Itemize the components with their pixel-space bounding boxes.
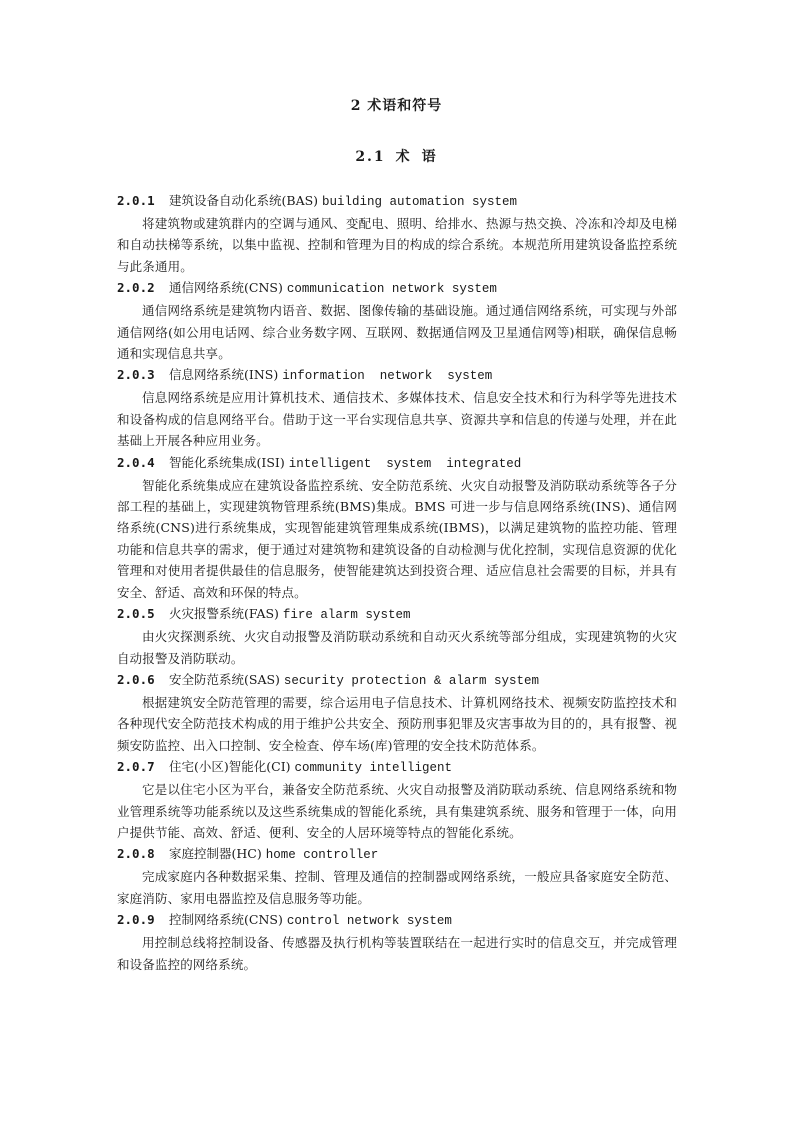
term-definition: 将建筑物或建筑群内的空调与通风、变配电、照明、给排水、热源与热交换、冷冻和冷却及电梯和自动扶梯等系统，以集中监视、控制和管理为目的构成的综合系统。本规范所用建筑设备监控系统与此条通用。 xyxy=(117,216,677,274)
terms-list xyxy=(117,190,677,975)
term-english: security protection & alarm system xyxy=(283,673,539,688)
term-english: intelligent system integrated xyxy=(288,456,522,471)
term-heading xyxy=(117,843,677,866)
term-english: fire alarm system xyxy=(282,608,411,623)
term-name: 控制网络系统(CNS) xyxy=(169,912,283,928)
term-english: information network system xyxy=(282,369,493,384)
term-definition: 它是以住宅小区为平台，兼备安全防范系统、火灾自动报警及消防联动系统、信息网络系统和物业管理系统等功能系统以及这些系统集成的智能化系统，具有集建筑系统、服务和管理于一体，向用户提供节能、高效、舒适、便利、安全的人居环境等特点的智能化系统。 xyxy=(117,782,677,840)
term-heading xyxy=(117,452,677,475)
term-heading xyxy=(117,190,677,213)
term-english: building automation system xyxy=(322,195,518,209)
term-number: 2.0.8 xyxy=(117,846,155,862)
term-entry xyxy=(117,190,677,277)
term-entry xyxy=(117,756,677,843)
chapter-title: 2 术语和符号 xyxy=(350,98,443,114)
term-number: 2.0.9 xyxy=(117,912,155,928)
term-name: 建筑设备自动化系统(BAS) xyxy=(169,193,319,208)
term-number: 2.0.1 xyxy=(117,193,155,208)
term-name: 安全防范系统(SAS) xyxy=(169,671,280,687)
term-number: 2.0.4 xyxy=(117,454,155,470)
term-heading xyxy=(117,909,677,932)
term-number: 2.0.2 xyxy=(117,280,155,296)
term-entry xyxy=(117,603,677,669)
term-english: communication network system xyxy=(286,282,497,297)
term-english: community intelligent xyxy=(294,761,453,776)
term-name: 家庭控制器(HC) xyxy=(169,846,262,862)
term-definition: 由火灾探测系统、火灾自动报警及消防联动系统和自动灭火系统等部分组成，实现建筑物的火灾自动报警及消防联动。 xyxy=(117,629,677,666)
term-definition: 通信网络系统是建筑物内语音、数据、图像传输的基础设施。通过通信网络系统，可实现与外部通信网络(如公用电话网、综合业务数字网、互联网、数据通信网及卫星通信网等)相联，确保信息畅通和实现信息共享。 xyxy=(117,303,677,362)
term-definition: 用控制总线将控制设备、传感器及执行机构等装置联结在一起进行实时的信息交互，并完成管理和设备监控的网络系统。 xyxy=(117,935,677,972)
term-heading xyxy=(117,756,677,779)
term-definition: 信息网络系统是应用计算机技术、通信技术、多媒体技术、信息安全技术和行为科学等先进技术和设备构成的信息网络平台。借助于这一平台实现信息共享、资源共享和信息的传递与处理，并在此基础上开展各种应用业务。 xyxy=(117,390,677,449)
term-name: 信息网络系统(INS) xyxy=(169,367,279,383)
term-number: 2.0.3 xyxy=(117,367,155,383)
term-heading xyxy=(117,277,677,300)
term-english: control network system xyxy=(286,914,452,929)
term-heading xyxy=(117,364,677,387)
term-name: 火灾报警系统(FAS) xyxy=(169,606,279,622)
term-name: 智能化系统集成(ISI) xyxy=(169,454,285,470)
term-heading xyxy=(117,603,677,626)
term-definition: 根据建筑安全防范管理的需要，综合运用电子信息技术、计算机网络技术、视频安防监控技术和各种现代安全防范技术构成的用于维护公共安全、预防刑事犯罪及灾害事故为目的的，具有报警、视频安防监控、出入口控制、安全检查、停车场(库)管理的安全技术防范体系。 xyxy=(117,694,677,753)
term-definition: 完成家庭内各种数据采集、控制、管理及通信的控制器或网络系统，一般应具备家庭安全防范、家庭消防、家用电器监控及信息服务等功能。 xyxy=(117,869,677,906)
term-english: home controller xyxy=(265,848,379,863)
section-title xyxy=(0,146,793,166)
term-entry xyxy=(117,277,677,364)
term-number: 2.0.7 xyxy=(117,759,155,775)
section-title-char-1: 术 xyxy=(395,149,412,165)
section-number: 2.1 xyxy=(355,149,386,165)
term-heading xyxy=(117,669,677,692)
term-entry xyxy=(117,669,677,756)
term-definition: 智能化系统集成应在建筑设备监控系统、安全防范系统、火灾自动报警及消防联动系统等各子分部工程的基础上，实现建筑物管理系统(BMS)集成。BMS 可进一步与信息网络系统(INS)、通信网络系统(CNS)进行系统集成，实现智能建筑管理集成系统(IBMS)，以满足建筑物的监控功能、管理功能和信息共享的需求，便于通过对建筑物和建筑设备的自动检测与优化控制，实现信息资源的优化管理和对使用者提供最佳的信息服务，使智能建筑达到投资合理、适应信息社会需要的目标，并具有安全、舒适、高效和环保的特点。 xyxy=(117,477,677,600)
term-entry xyxy=(117,843,677,909)
term-number: 2.0.6 xyxy=(117,671,155,687)
section-title-char-2: 语 xyxy=(421,149,438,165)
term-number: 2.0.5 xyxy=(117,606,155,622)
term-name: 通信网络系统(CNS) xyxy=(169,280,283,296)
term-name: 住宅(小区)智能化(CI) xyxy=(169,759,291,775)
term-entry xyxy=(117,909,677,975)
term-entry xyxy=(117,364,677,451)
term-entry xyxy=(117,452,677,603)
